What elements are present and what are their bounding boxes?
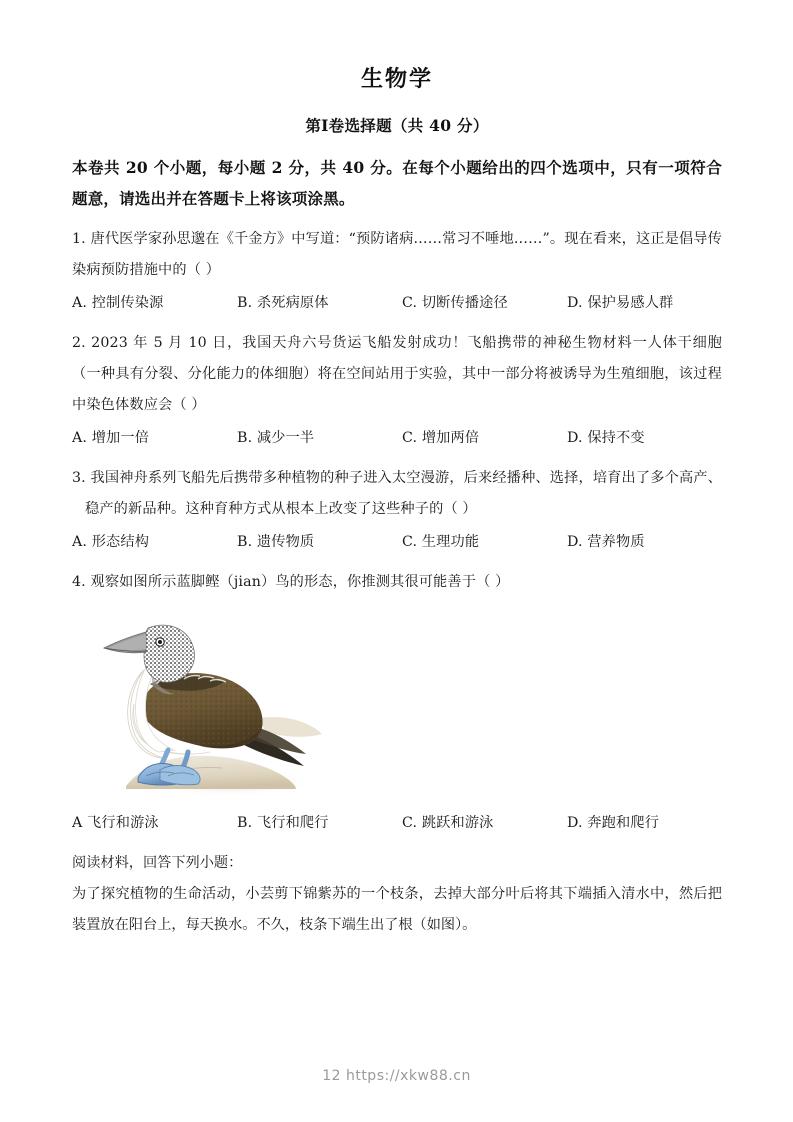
question-4-option-d[interactable]: D. 奔跑和爬行 <box>567 815 660 831</box>
question-4-stem: 4. 观察如图所示蓝脚鲣（jian）鸟的形态，你推测其很可能善于（ ） <box>72 574 510 590</box>
material-lead: 阅读材料，回答下列小题： <box>72 855 243 871</box>
question-4-figure <box>72 598 722 806</box>
question-4-option-c[interactable]: C. 跳跃和游泳 <box>402 815 494 831</box>
question-4-options <box>72 806 722 838</box>
page-title: 生物学 <box>360 66 433 92</box>
question-3-option-c[interactable]: C. 生理功能 <box>402 534 480 550</box>
question-1-option-c[interactable]: C. 切断传播途径 <box>402 295 508 311</box>
material-body: 为了探究植物的生命活动，小芸剪下锦紫苏的一个枝条，去掉大部分叶后将其下端插入清水中，然后把装置放在阳台上，每天换水。不久，枝条下端生出了根（如图）。 <box>72 886 722 933</box>
blue-footed-booby-icon <box>90 610 340 800</box>
question-1-options <box>72 286 722 318</box>
question-4-option-b[interactable]: B. 飞行和爬行 <box>237 815 329 831</box>
question-2-option-b[interactable]: B. 减少一半 <box>237 430 315 446</box>
question-1-option-d[interactable]: D. 保护易感人群 <box>567 295 674 311</box>
question-1-option-a[interactable]: A. 控制传染源 <box>72 295 164 311</box>
question-3 <box>72 453 722 557</box>
exam-instructions: 本卷共 20 个小题，每小题 2 分，共 40 分。在每个小题给出的四个选项中，只有一项符合题意，请选出并在答题卡上将该项涂黑。 <box>72 158 722 208</box>
question-3-option-a[interactable]: A. 形态结构 <box>72 534 150 550</box>
document-content <box>72 0 722 941</box>
question-4 <box>72 557 722 838</box>
question-1 <box>72 214 722 318</box>
reading-material <box>72 838 722 941</box>
question-2 <box>72 318 722 453</box>
question-1-stem: 1. 唐代医学家孙思邈在《千金方》中写道：“预防诸病……常习不唾地……”。现在看来，这正是倡导传染病预防措施中的（ ） <box>72 231 722 278</box>
question-3-option-d[interactable]: D. 营养物质 <box>567 534 645 550</box>
question-2-option-a[interactable]: A. 增加一倍 <box>72 430 150 446</box>
question-2-option-d[interactable]: D. 保持不变 <box>567 430 645 446</box>
question-2-option-c[interactable]: C. 增加两倍 <box>402 430 480 446</box>
question-2-stem: 2. 2023 年 5 月 10 日，我国天舟六号货运飞船发射成功！飞船携带的神秘生物材料一人体干细胞（一种具有分裂、分化能力的体细胞）将在空间站用于实验，其中一部分将被诱导为生殖细胞，该过程中染色体数应会（ ） <box>72 335 722 413</box>
question-3-stem: 3. 我国神舟系列飞船先后携带多种植物的种子进入太空漫游，后来经播种、选择，培育出了多个高产、稳产的新品种。这种育种方式从根本上改变了这些种子的（ ） <box>72 470 722 517</box>
question-3-option-b[interactable]: B. 遗传物质 <box>237 534 315 550</box>
page-footer-watermark: 12 https://xkw88.cn <box>322 1068 471 1084</box>
question-1-option-b[interactable]: B. 杀死病原体 <box>237 295 329 311</box>
question-4-option-a[interactable]: A 飞行和游泳 <box>72 815 159 831</box>
head <box>144 625 194 682</box>
question-3-options <box>72 525 722 557</box>
question-2-options <box>72 421 722 453</box>
section-title: 第I卷选择题（共 40 分） <box>305 116 489 135</box>
